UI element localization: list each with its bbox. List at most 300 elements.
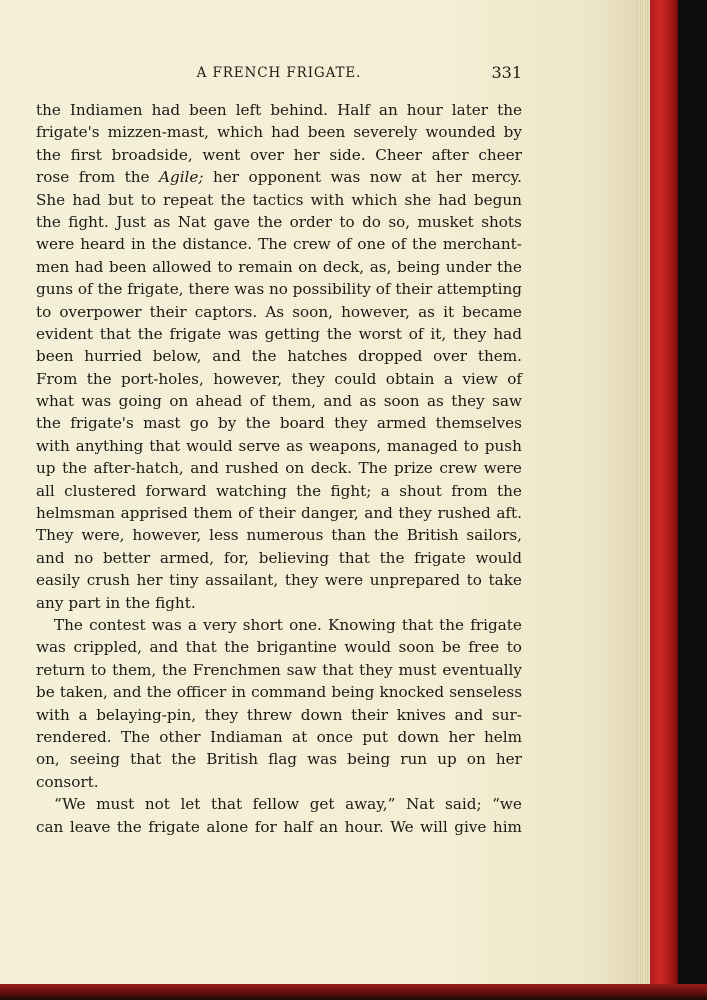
word: The	[258, 235, 287, 254]
word: than	[331, 526, 367, 545]
word: musket	[417, 212, 474, 231]
word: order	[289, 212, 332, 231]
word: British	[406, 526, 459, 545]
word: guns	[36, 280, 74, 299]
word: on	[285, 459, 305, 478]
word: as	[286, 436, 303, 455]
word: to	[91, 660, 107, 679]
word: fight.	[68, 212, 109, 231]
word: the	[124, 168, 150, 187]
word: shots	[481, 212, 522, 231]
word: side.	[329, 145, 366, 164]
word: consort.	[36, 772, 99, 791]
word: the	[36, 101, 61, 119]
word: attempting	[437, 280, 522, 299]
word: up	[36, 459, 56, 478]
word: her	[213, 168, 240, 187]
word: being	[347, 750, 391, 769]
book-cover-edge	[650, 0, 678, 992]
word: the	[220, 190, 246, 209]
word: sailors,	[466, 526, 522, 545]
word: on,	[36, 750, 60, 769]
word: it	[443, 302, 455, 321]
word: was	[228, 324, 258, 343]
word: anything	[75, 436, 144, 455]
text-line	[36, 547, 522, 569]
background-strip	[678, 0, 707, 1000]
text-line	[36, 121, 522, 143]
word: they	[398, 504, 432, 523]
word: her	[448, 727, 475, 746]
word: begun	[473, 190, 522, 209]
word: crew	[292, 235, 331, 254]
word: obtain	[385, 369, 435, 388]
word: distance.	[182, 235, 253, 254]
word: British	[206, 750, 259, 769]
word: threw	[246, 705, 293, 724]
word: be	[441, 638, 461, 657]
word: as	[426, 392, 444, 411]
word: they	[291, 369, 325, 388]
word: heard	[80, 235, 126, 254]
word: down	[300, 705, 343, 724]
word: must	[398, 660, 437, 679]
text-line	[36, 748, 522, 770]
word: over	[249, 145, 284, 164]
word: evident	[36, 324, 94, 343]
text-line	[36, 704, 522, 726]
word: the	[257, 212, 283, 231]
word: and	[323, 392, 352, 411]
word: had	[72, 190, 101, 209]
word: there	[188, 280, 230, 299]
word: with	[36, 705, 70, 724]
text-line	[36, 189, 522, 211]
word: and	[454, 705, 484, 724]
text-line	[36, 681, 522, 703]
word: dropped	[358, 347, 423, 366]
word: hour.	[344, 817, 384, 836]
word: helm	[483, 727, 522, 746]
word: mercy.	[471, 168, 522, 187]
word: over	[433, 347, 468, 366]
word: of	[391, 235, 407, 254]
word: were	[324, 571, 364, 590]
word: with	[36, 436, 70, 455]
word: They	[36, 526, 74, 545]
word: Half	[337, 101, 370, 119]
word: opponent	[248, 168, 321, 187]
word: was	[151, 615, 182, 634]
word: gave	[213, 212, 250, 231]
word: been	[109, 257, 147, 276]
word: serve	[238, 436, 281, 455]
word: was	[330, 168, 361, 187]
page-edges	[636, 0, 650, 988]
word: at	[292, 727, 308, 746]
word: their	[258, 504, 296, 523]
word: taken,	[59, 683, 108, 702]
word: the	[379, 548, 405, 567]
text-line	[36, 569, 522, 591]
word: at	[411, 168, 427, 187]
word: and	[149, 638, 179, 657]
word: one	[357, 235, 386, 254]
word: an	[378, 101, 398, 119]
word: in	[231, 683, 247, 702]
word: once	[316, 727, 354, 746]
word: down	[397, 727, 440, 746]
word: they	[453, 324, 487, 343]
word: to	[140, 190, 157, 209]
word: them	[193, 504, 233, 523]
text-line	[36, 457, 522, 479]
word: the	[36, 212, 61, 231]
word: do	[362, 212, 381, 231]
word: From	[36, 369, 78, 388]
word: the	[116, 817, 142, 836]
word: She	[36, 190, 66, 209]
word: the	[36, 145, 61, 164]
body-text	[36, 99, 522, 838]
word: a	[78, 705, 88, 724]
word: the	[62, 459, 87, 478]
word: been	[36, 347, 74, 366]
word: any	[36, 593, 64, 612]
word: return	[36, 660, 86, 679]
word: would	[186, 436, 233, 455]
word: were	[36, 235, 75, 254]
word: the	[162, 660, 187, 679]
word: as	[359, 392, 377, 411]
text-line	[36, 592, 522, 614]
word: could	[334, 369, 377, 388]
word: repeat	[163, 190, 214, 209]
word: the	[497, 101, 522, 119]
word: sur-	[491, 705, 522, 724]
page-number: 331	[491, 63, 522, 82]
word: hurried	[84, 347, 142, 366]
running-header	[36, 62, 522, 86]
word: frigate	[414, 548, 466, 567]
word: short	[242, 615, 283, 634]
word: no	[74, 548, 94, 567]
word: can	[36, 817, 64, 836]
text-line	[36, 771, 522, 793]
word: left	[235, 101, 262, 119]
word: must	[96, 795, 135, 814]
text-line	[36, 368, 522, 390]
word: a	[380, 481, 390, 500]
word: worst	[358, 324, 402, 343]
word: better	[102, 548, 151, 567]
word: they	[451, 392, 485, 411]
word: crippled,	[73, 638, 142, 657]
text-line	[36, 816, 522, 838]
word: getting	[264, 324, 320, 343]
word: flag	[268, 750, 298, 769]
word: had	[74, 257, 104, 276]
word: run	[400, 750, 428, 769]
text-line	[36, 502, 522, 524]
text-line	[36, 278, 522, 300]
word: managed	[387, 436, 458, 455]
word: the	[496, 257, 522, 276]
word: men	[36, 257, 70, 276]
word: they	[334, 414, 368, 433]
word: after	[431, 145, 469, 164]
word: had	[151, 101, 181, 119]
word: shout	[399, 481, 442, 500]
word: armed,	[159, 548, 215, 567]
word: would	[475, 548, 522, 567]
word: less	[209, 526, 239, 545]
word: the	[36, 414, 61, 433]
word: armed	[376, 414, 427, 433]
word: eventually	[442, 660, 522, 679]
word: frigate	[169, 324, 222, 343]
word: as	[418, 302, 435, 321]
text-line	[36, 345, 522, 367]
word: on	[298, 257, 318, 276]
word: the	[125, 593, 151, 612]
word: brigantine	[256, 638, 337, 657]
word: and	[112, 683, 142, 702]
word: apprised	[120, 504, 188, 523]
word: “We	[54, 795, 86, 814]
word: officer	[176, 683, 227, 702]
word: port-holes,	[121, 369, 204, 388]
word: with	[310, 190, 345, 209]
word: that	[185, 638, 217, 657]
word: that	[149, 436, 181, 455]
word: hour	[406, 101, 443, 119]
word: will	[420, 817, 448, 836]
word: them,	[271, 392, 316, 411]
word: to	[217, 257, 233, 276]
word: behind.	[270, 101, 329, 119]
word: said;	[445, 795, 482, 814]
word: later	[451, 101, 489, 119]
word: by	[503, 123, 522, 142]
word: frigate's	[36, 123, 100, 142]
word: not	[144, 795, 170, 814]
word: take	[488, 571, 522, 590]
word: going	[118, 392, 162, 411]
word: Frenchmen	[192, 660, 281, 679]
word: now	[369, 168, 402, 187]
word: Cheer	[375, 145, 422, 164]
word: unprepared	[369, 571, 461, 590]
word: her	[136, 571, 163, 590]
text-line	[36, 99, 522, 121]
word: they	[284, 571, 319, 590]
word: remain	[238, 257, 293, 276]
text-line	[36, 256, 522, 278]
word: being	[331, 683, 375, 702]
word: which	[217, 123, 264, 142]
word: one.	[289, 615, 322, 634]
word: of	[408, 324, 424, 343]
text-line	[36, 301, 522, 323]
word: to	[36, 302, 52, 321]
word: helmsman	[36, 504, 116, 523]
word: away,”	[345, 795, 396, 814]
word: her	[495, 750, 522, 769]
text-line	[36, 412, 522, 434]
word: Just	[116, 212, 147, 231]
word: seeing	[69, 750, 120, 769]
word: as	[153, 212, 171, 231]
word: for	[254, 817, 277, 836]
word: that	[130, 750, 162, 769]
word: broadside,	[111, 145, 193, 164]
word: in	[105, 593, 121, 612]
cover-bottom-edge	[0, 984, 707, 1000]
word: and	[36, 548, 65, 567]
text-line	[36, 726, 522, 748]
word: no	[268, 280, 288, 299]
word: under	[445, 257, 492, 276]
word: aft.	[496, 504, 522, 523]
word: for,	[223, 548, 249, 567]
word: however,	[213, 369, 283, 388]
word: of	[249, 392, 265, 411]
word: deck.	[310, 459, 352, 478]
word: go	[189, 414, 209, 433]
word: on	[169, 392, 189, 411]
word: the	[137, 324, 163, 343]
word: as,	[369, 257, 392, 276]
word: free	[468, 638, 500, 657]
word: weapons,	[308, 436, 382, 455]
word: crush	[86, 571, 130, 590]
word: a	[443, 369, 453, 388]
word: knocked	[379, 683, 445, 702]
word: that	[99, 324, 131, 343]
word: however,	[341, 302, 410, 321]
text-line	[36, 166, 522, 188]
running-title: A FRENCH FRIGATE.	[196, 65, 362, 81]
word: below,	[152, 347, 202, 366]
word: rendered.	[36, 727, 112, 746]
word: fight;	[330, 481, 372, 500]
word: by	[218, 414, 237, 433]
word: allowed	[152, 257, 212, 276]
word: to	[339, 212, 355, 231]
word: they	[359, 660, 393, 679]
word: to	[466, 571, 482, 590]
word: mast	[143, 414, 181, 433]
word: board	[279, 414, 325, 433]
word: she	[404, 190, 432, 209]
word: it,	[430, 324, 447, 343]
word: the	[151, 235, 177, 254]
word: put	[362, 727, 389, 746]
word: saw	[286, 660, 317, 679]
word: possibility	[292, 280, 371, 299]
word: Nat	[177, 212, 207, 231]
word: crew	[439, 459, 478, 478]
word: ahead	[195, 392, 243, 411]
word: very	[203, 615, 237, 634]
word: been	[307, 123, 346, 142]
word: of	[77, 280, 93, 299]
word: half	[283, 817, 313, 836]
text-line	[36, 793, 522, 815]
word: As	[265, 302, 285, 321]
text-line	[36, 614, 522, 636]
word: Indiaman	[209, 727, 283, 746]
word: contest	[89, 615, 146, 634]
word: from	[78, 168, 116, 187]
word: the	[412, 235, 437, 254]
word: the	[373, 526, 399, 545]
word: what	[36, 392, 74, 411]
word: that	[338, 548, 370, 567]
word: the	[245, 414, 271, 433]
word: Knowing	[328, 615, 396, 634]
word: “we	[492, 795, 522, 814]
word: after-hatch,	[93, 459, 184, 478]
word: The	[54, 615, 83, 634]
word: they	[204, 705, 239, 724]
word: fight.	[155, 593, 196, 612]
word: of	[336, 235, 352, 254]
word: hatches	[287, 347, 348, 366]
word: their	[149, 302, 187, 321]
word: cheer	[478, 145, 522, 164]
word: so,	[388, 212, 411, 231]
word: which	[351, 190, 398, 209]
word: senseless	[449, 683, 522, 702]
word: deck,	[322, 257, 365, 276]
word: mizzen-mast,	[107, 123, 210, 142]
word: went	[202, 145, 241, 164]
word: all	[36, 481, 55, 500]
word: easily	[36, 571, 81, 590]
word: rose	[36, 168, 70, 187]
text-line	[36, 233, 522, 255]
word: be	[36, 683, 55, 702]
word: tiny	[169, 571, 199, 590]
word: was	[36, 638, 66, 657]
word: had	[271, 123, 300, 142]
word: We	[390, 817, 414, 836]
word: command	[251, 683, 327, 702]
word: frigate	[470, 615, 522, 634]
word: a	[187, 615, 197, 634]
word: had	[493, 324, 522, 343]
word: frigate,	[127, 280, 184, 299]
word: assailant,	[205, 571, 279, 590]
word: forward	[145, 481, 207, 500]
word: give	[454, 817, 487, 836]
word: to	[506, 638, 522, 657]
word: that	[401, 615, 433, 634]
word: believing	[258, 548, 330, 567]
word: overpower	[59, 302, 142, 321]
word: The	[120, 727, 150, 746]
word: wounded	[425, 123, 496, 142]
word: other	[159, 727, 201, 746]
word: severely	[353, 123, 418, 142]
word: first	[70, 145, 102, 164]
word: their	[351, 705, 389, 724]
word: in	[131, 235, 146, 254]
word: prize	[393, 459, 433, 478]
word: the	[251, 347, 277, 366]
